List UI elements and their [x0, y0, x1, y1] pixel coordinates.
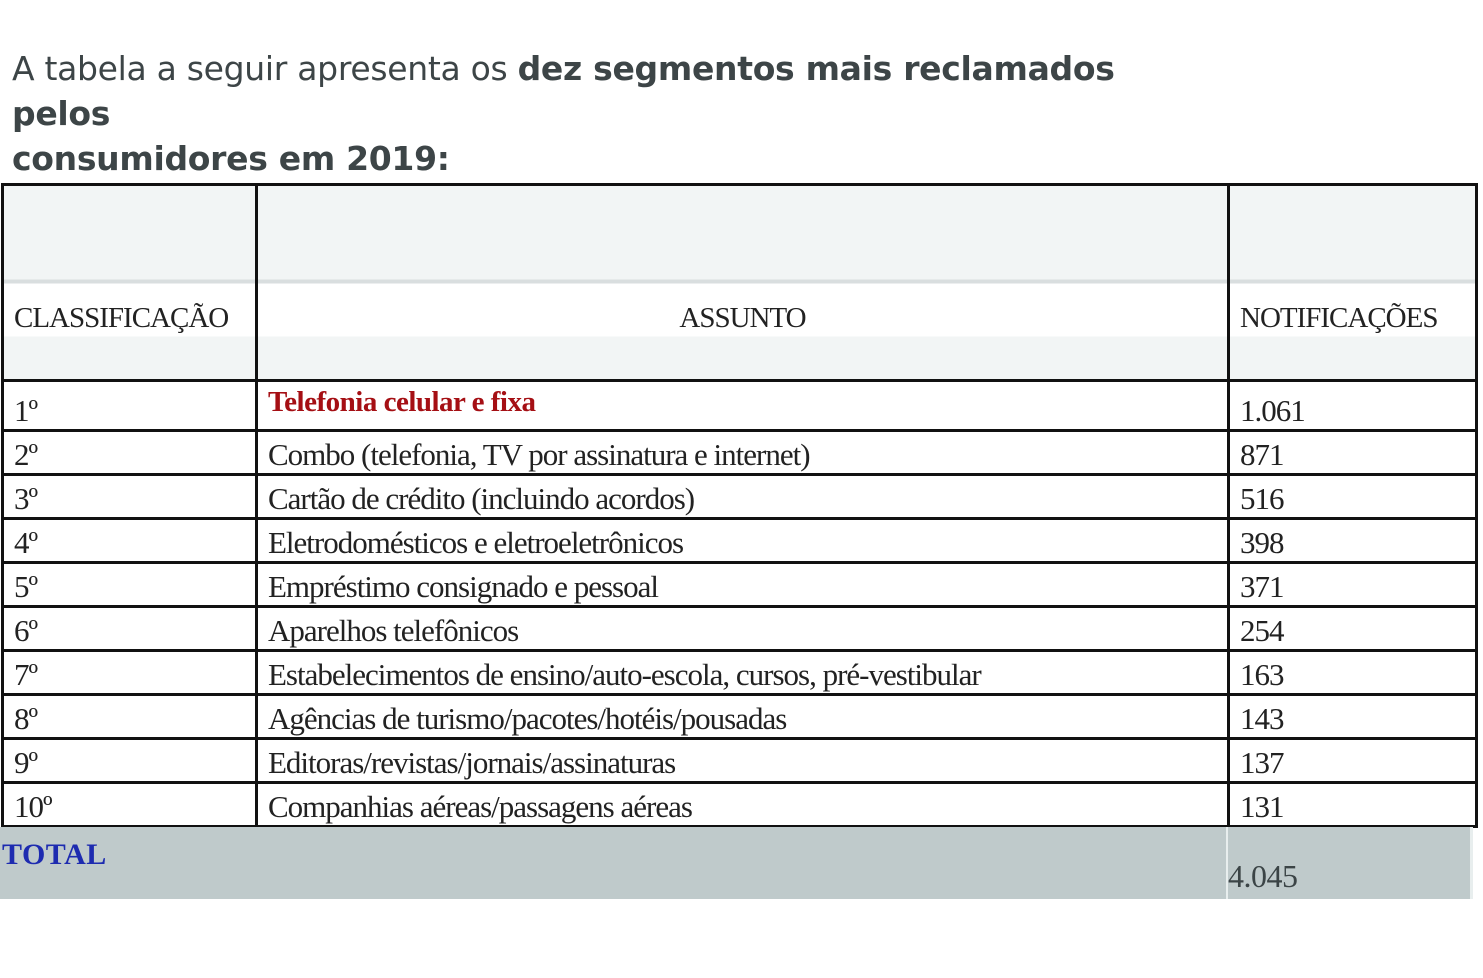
count-cell: 398 [1229, 519, 1477, 563]
table-row [3, 381, 1477, 431]
count-cell: 163 [1229, 651, 1477, 695]
count-cell: 254 [1229, 607, 1477, 651]
rank-cell: 9º [3, 739, 257, 783]
table-row [3, 563, 1477, 607]
count-cell: 371 [1229, 563, 1477, 607]
subject-cell: Companhias aéreas/passagens aéreas [257, 783, 1229, 827]
table-row [3, 695, 1477, 739]
subject-cell: Telefonia celular e fixa [257, 381, 1229, 431]
table-row [3, 651, 1477, 695]
complaints-table [1, 183, 1478, 828]
table-row [3, 739, 1477, 783]
intro-bold-2: consumidores em 2019: [12, 139, 450, 178]
rank-cell: 5º [3, 563, 257, 607]
total-value: 4.045 [1228, 858, 1298, 894]
intro-bold-1: dez segmentos mais reclamados pelos [12, 49, 1115, 133]
rank-cell: 6º [3, 607, 257, 651]
table-row [3, 475, 1477, 519]
table-header-row [3, 185, 1477, 381]
table-row [3, 607, 1477, 651]
header-classificacao: CLASSIFICAÇÃO [3, 185, 257, 381]
table-row [3, 783, 1477, 827]
subject-cell: Editoras/revistas/jornais/assinaturas [257, 739, 1229, 783]
subject-cell: Estabelecimentos de ensino/auto-escola, cursos, pré-vestibular [257, 651, 1229, 695]
subject-cell: Aparelhos telefônicos [257, 607, 1229, 651]
rank-cell: 8º [3, 695, 257, 739]
count-cell: 871 [1229, 431, 1477, 475]
rank-cell: 7º [3, 651, 257, 695]
subject-cell: Combo (telefonia, TV por assinatura e internet) [257, 431, 1229, 475]
intro-text: A tabela a seguir apresenta os [12, 49, 518, 88]
rank-cell: 10º [3, 783, 257, 827]
count-cell: 137 [1229, 739, 1477, 783]
rank-cell: 2º [3, 431, 257, 475]
table-row [3, 431, 1477, 475]
table-row [3, 519, 1477, 563]
count-cell: 143 [1229, 695, 1477, 739]
subject-cell: Cartão de crédito (incluindo acordos) [257, 475, 1229, 519]
count-cell: 131 [1229, 783, 1477, 827]
total-edge [1470, 827, 1473, 899]
subject-cell: Eletrodomésticos e eletroeletrônicos [257, 519, 1229, 563]
subject-cell: Empréstimo consignado e pessoal [257, 563, 1229, 607]
rank-cell: 4º [3, 519, 257, 563]
header-assunto: ASSUNTO [257, 185, 1229, 381]
header-notificacoes: NOTIFICAÇÕES [1229, 185, 1477, 381]
rank-cell: 3º [3, 475, 257, 519]
count-cell: 1.061 [1229, 381, 1477, 431]
total-label: TOTAL [2, 838, 107, 871]
intro-paragraph [12, 46, 1212, 181]
subject-cell: Agências de turismo/pacotes/hotéis/pousadas [257, 695, 1229, 739]
rank-cell: 1º [3, 381, 257, 431]
count-cell: 516 [1229, 475, 1477, 519]
